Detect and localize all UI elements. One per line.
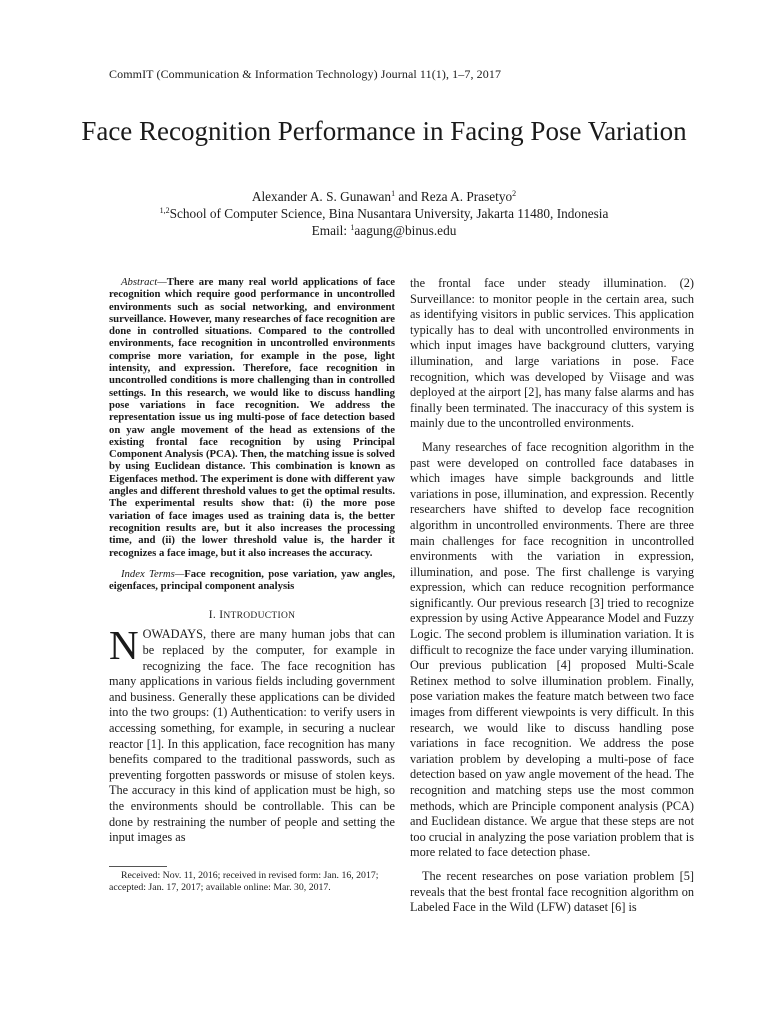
right-paragraph-2: Many researches of face recognition algorithm in the past were developed on controlled face databases in which images have simple backgrounds and little variations in pose, illumination, and expression. Recently researchers have shifted to develop face recognition algorithm in uncontrolled environments. There are three main challenges for face recognition in uncontrolled environments with the variation in expression, illumination, and pose. The first challenge is varying expression, which can reduce recognition performance significantly. Our previous research [3] tried to recognize expression by using Active Appearance Model and Fuzzy Logic. The second problem is illumination variation. It is difficult to recognize the face under varying illumination. Our previous publication [4] proposed Multi-Scale Retinex method to solve illumination problem. Finally, pose variation makes the feature match between two face images from different viewpoints is very difficult. In this research, we would like to discuss handling pose variations in face recognition. We address the pose variation problem by developing a multi-pose of face detection based on yaw angle movement of the head. The recognition and matching steps use the most common methods, which are Principle component analysis (PCA) and Euclidean distance. We argue that these steps are not too crucial in analyzing the pose variation problem that is more related to face detection phase. <box>410 439 694 860</box>
index-terms-text: Face recognition, pose variation, yaw angles, eigenfaces, principal component analysis <box>109 567 395 593</box>
right-column <box>410 276 694 916</box>
intro-text: , there are many human jobs that can be replaced by the computer, for example in recognizing the face. The face recognition has many applications in various fields including government and business. Generally these applications can be divided into the two groups: (1) Authentication: to verify users in accessing something, for example, in securing a nuclear reactor [1]. In this application, face recognition has many benefits compared to the traditional passwords, such as preventing forgotten passwords or misuse of stolen keys. The accuracy in this kind of application must be high, so the environments should be controllable. This can be done by restraining the number of people and setting the input images as <box>109 627 395 845</box>
affiliation <box>80 205 688 222</box>
email-label: Email: <box>311 223 351 238</box>
intro-first-word: OWADAYS <box>142 627 203 642</box>
section-title-rest: NTRODUCTION <box>223 611 296 622</box>
paper-title: Face Recognition Performance in Facing Pose Variation <box>81 116 687 146</box>
authors-block <box>80 188 688 239</box>
abstract-lead: Abstract— <box>121 276 167 288</box>
author-name-2: and Reza A. Prasetyo <box>395 189 513 204</box>
abstract <box>109 276 395 559</box>
author-name-1: Alexander A. S. Gunawan <box>251 189 392 204</box>
index-terms-lead: Index Terms— <box>121 567 185 580</box>
author-sup-1: 1 <box>391 189 396 198</box>
author-sup-2: 2 <box>512 189 517 198</box>
right-paragraph-1: the frontal face under steady illumination. (2) Surveillance: to monitor people in the certain area, such as identifying visitors in public services. This application typically has to deal with uncontrolled environments in which input images have background clutters, varying illumination, and large variations in pose. Face recognition, which was developed by Viisage and was deployed at the airport [2], has many false alarms and has finally been terminated. The inaccuracy of this system is mainly due to the uncontrolled environments. <box>410 276 694 431</box>
intro-paragraph <box>109 622 395 845</box>
email-line <box>80 222 688 239</box>
footnote-rule <box>109 866 167 867</box>
dropcap: N <box>109 622 139 669</box>
left-column <box>109 276 395 846</box>
abstract-text: There are many real world applications of face recognition which require good performance in uncontrolled environments such as social networking, and environment surveillance. However, many researches of face recognition are done in controlled situations. Compared to the controlled environments, face recognition in uncontrolled environments comprise more variation, for example in the pose, light intensity, and expression. Therefore, face recognition in uncontrolled conditions is more challenging than in controlled settings. In this research, we would like to discuss handling pose variations in face recognition. We address the representation issue us ing multi-pose of face detection based on yaw angle movement of the head as extensions of the existing frontal face recognition by using Principal Component Analysis (PCA). Then, the matching issue is solved by using Euclidean distance. This combination is known as Eigenfaces method. The experiment is done with different yaw angles and different threshold values to get the optimal results. The experimental results show that: (i) the more pose variation of face images used as training data is, the better recognition results are, but it also increases the processing time, and (ii) the lower threshold value is, the harder it recognizes a face image, but it also increases the accuracy. <box>109 276 395 559</box>
section-heading <box>109 609 395 621</box>
affiliation-text: School of Computer Science, Bina Nusantara University, Jakarta 11480, Indonesia <box>169 206 609 221</box>
journal-header: CommIT (Communication & Information Technology) Journal 11(1), 1–7, 2017 <box>109 67 502 81</box>
section-initial: I <box>219 609 224 622</box>
email-address[interactable]: aagung@binus.edu <box>354 223 457 238</box>
author-names <box>80 188 688 205</box>
footnote: Received: Nov. 11, 2016; received in revised form: Jan. 16, 2017; accepted: Jan. 17, 2017; available online: Mar. 30, 2017. <box>109 870 379 893</box>
section-number: I. <box>208 609 220 622</box>
index-terms <box>109 568 395 593</box>
affiliation-sup: 1,2 <box>159 206 170 215</box>
email-sup: 1 <box>350 223 355 232</box>
right-paragraph-3: The recent researches on pose variation problem [5] reveals that the best frontal face recognition algorithm on Labeled Face in the Wild (LFW) dataset [6] is <box>410 868 694 915</box>
